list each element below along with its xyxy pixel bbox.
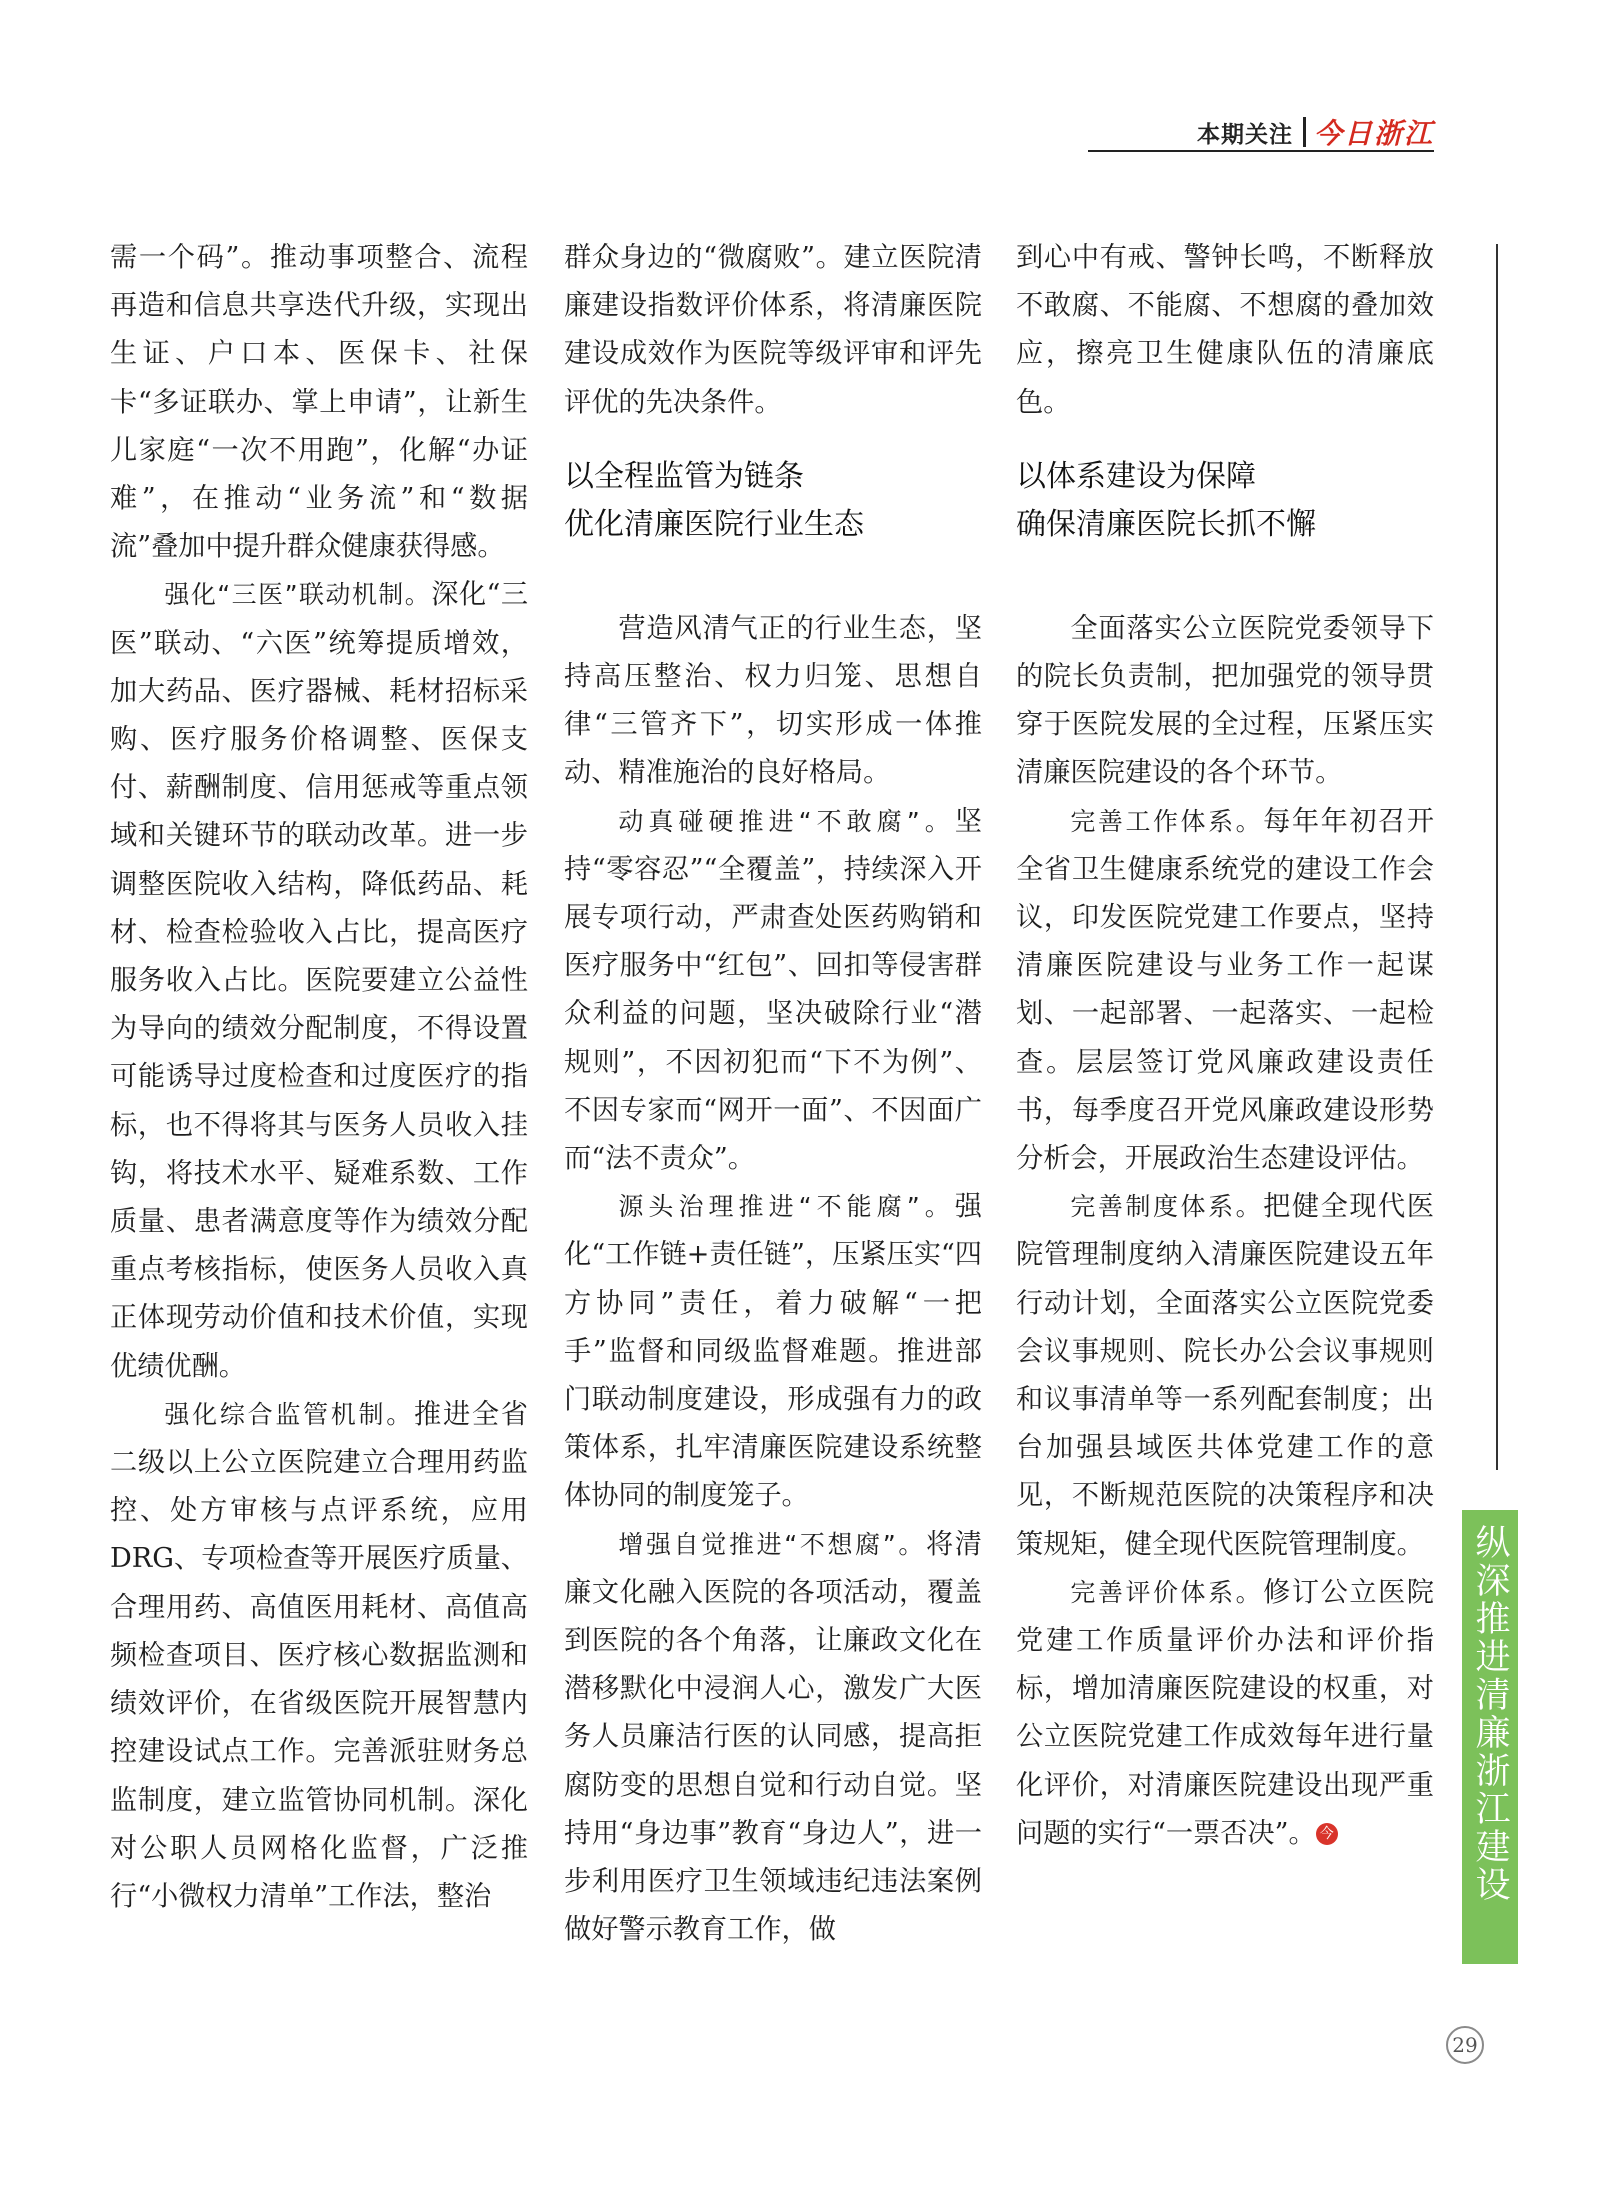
article-column-2 [564, 234, 982, 1955]
paragraph-lead: 增强自觉推进“不想腐”。 [618, 1529, 926, 1559]
end-mark-icon: 今 [1316, 1823, 1338, 1845]
side-tab [1462, 1510, 1518, 1964]
margin-rule [1496, 244, 1498, 1470]
paragraph-lead: 强化“三医”联动机制。 [164, 580, 432, 610]
paragraph-body: 每年年初召开全省卫生健康系统党的建设工作会议，印发医院党建工作要点，坚持清廉医院建设与业务工作一起谋划、一起部署、一起落实、一起检查。层层签订党风廉政建设责任书，每季度召开党风廉政建设形势分析会，开展政治生态建设评估。 [1016, 805, 1434, 1175]
header-rule [1088, 150, 1434, 152]
paragraph [564, 1183, 982, 1520]
paragraph: 到心中有戒、警钟长鸣，不断释放不敢腐、不能腐、不想腐的叠加效应，擦亮卫生健康队伍的清廉底色。 [1016, 242, 1434, 418]
section-heading [564, 453, 982, 549]
header-divider [1303, 117, 1306, 147]
paragraph-body: 强化“工作链+责任链”，压紧压实“四方协同”责任，着力破解“一把手”监督和同级监督难题。推进部门联动制度建设，形成强有力的政策体系，扎牢清廉医院建设系统整体协同的制度笼子。 [564, 1191, 982, 1512]
paragraph-lead: 完善制度体系。 [1070, 1192, 1264, 1222]
paragraph-lead: 动真碰硬推进“不敢腐”。 [618, 806, 955, 836]
paragraph-body: 推进全省二级以上公立医院建立合理用药监控、处方审核与点评系统，应用DRG、专项检查等开展医疗质量、合理用药、高值医用耗材、高值高频检查项目、医疗核心数据监测和绩效评价，在省级医院开展智慧内控建设试点工作。完善派驻财务总监制度，建立监管协同机制。深化对公职人员网格化监督，广泛推行“小微权力清单”工作法，整治 [110, 1398, 528, 1912]
paragraph-body: 把健全现代医院管理制度纳入清廉医院建设五年行动计划，全面落实公立医院党委会议事规则、院长办公会议事规则和议事清单等一系列配套制度；出台加强县域医共体党建工作的意见，不断规范医院的决策程序和决策规矩，健全现代医院管理制度。 [1016, 1191, 1434, 1560]
section-heading-line: 以全程监管为链条 [564, 458, 804, 494]
paragraph: 全面落实公立医院党委领导下的院长负责制，把加强党的领导贯穿于医院发展的全过程，压紧压实清廉医院建设的各个环节。 [1016, 612, 1434, 789]
paragraph: 需一个码”。推动事项整合、流程再造和信息共享迭代升级，实现出生证、户口本、医保卡、社保卡“多证联办、掌上申请”，让新生儿家庭“一次不用跑”，化解“办证难”，在推动“业务流”和“数据流”叠加中提升群众健康获得感。 [110, 242, 528, 563]
paragraph-lead: 完善评价体系。 [1070, 1577, 1264, 1607]
paragraph [564, 798, 982, 1184]
article-column-1 [110, 234, 528, 1921]
section-heading-line: 优化清廉医院行业生态 [564, 506, 864, 542]
paragraph [110, 1391, 528, 1921]
paragraph-body: 坚持“零容忍”“全覆盖”，持续深入开展专项行动，严肃查处医药购销和医疗服务中“红包”、回扣等侵害群众利益的问题，坚决破除行业“潜规则”，不因初犯而“下不为例”、不因专家而“网开一面”、不因面广而“法不责众”。 [564, 805, 982, 1175]
paragraph [1016, 1569, 1434, 1858]
section-label: 本期关注 [1196, 121, 1293, 148]
article-column-3 [1016, 234, 1434, 1858]
paragraph-body: 将清廉文化融入医院的各项活动，覆盖到医院的各个角落，让廉政文化在潜移默化中浸润人心，激发广大医务人员廉洁行医的认同感，提高拒腐防变的思想自觉和行动自觉。坚持用“身边事”教育“身边人”，进一步利用医疗卫生领域违纪违法案例做好警示教育工作，做 [564, 1528, 982, 1946]
paragraph-lead: 源头治理推进“不能腐”。 [618, 1192, 955, 1222]
paragraph-body: 修订公立医院党建工作质量评价办法和评价指标，增加清廉医院建设的权重，对公立医院党建工作成效每年进行量化评价，对清廉医院建设出现严重问题的实行“一票否决”。 [1016, 1576, 1434, 1849]
paragraph [564, 1521, 982, 1955]
section-heading-line: 以体系建设为保障 [1016, 458, 1256, 494]
page-number: 29 [1446, 2026, 1484, 2064]
section-heading [1016, 453, 1434, 549]
paragraph: 营造风清气正的行业生态，坚持高压整治、权力归笼、思想自律“三管齐下”，切实形成一体推动、精准施治的良好格局。 [564, 612, 982, 789]
paragraph [1016, 798, 1434, 1184]
paragraph-lead: 强化综合监管机制。 [164, 1399, 415, 1429]
paragraph-lead: 完善工作体系。 [1070, 806, 1264, 836]
magazine-logo: 今日浙江 [1313, 117, 1434, 150]
paragraph-body: 深化“三医”联动、“六医”统筹提质增效，加大药品、医疗器械、耗材招标采购、医疗服务价格调整、医保支付、薪酬制度、信用惩戒等重点领域和关键环节的联动改革。进一步调整医院收入结构，降低药品、耗材、检查检验收入占比，提高医疗服务收入占比。医院要建立公益性为导向的绩效分配制度，不得设置可能诱导过度检查和过度医疗的指标，也不得将其与医务人员收入挂钩，将技术水平、疑难系数、工作质量、患者满意度等作为绩效分配重点考核指标，使医务人员收入真正体现劳动价值和技术价值，实现优绩优酬。 [110, 579, 529, 1382]
paragraph: 群众身边的“微腐败”。建立医院清廉建设指数评价体系，将清廉医院建设成效作为医院等级评审和评先评优的先决条件。 [564, 242, 982, 418]
paragraph [1016, 1183, 1434, 1569]
page-header [1197, 112, 1434, 152]
section-heading-line: 确保清廉医院长抓不懈 [1016, 506, 1316, 542]
paragraph [110, 571, 528, 1390]
side-tab-text: 纵深推进清廉浙江建设 [1470, 1524, 1510, 1904]
